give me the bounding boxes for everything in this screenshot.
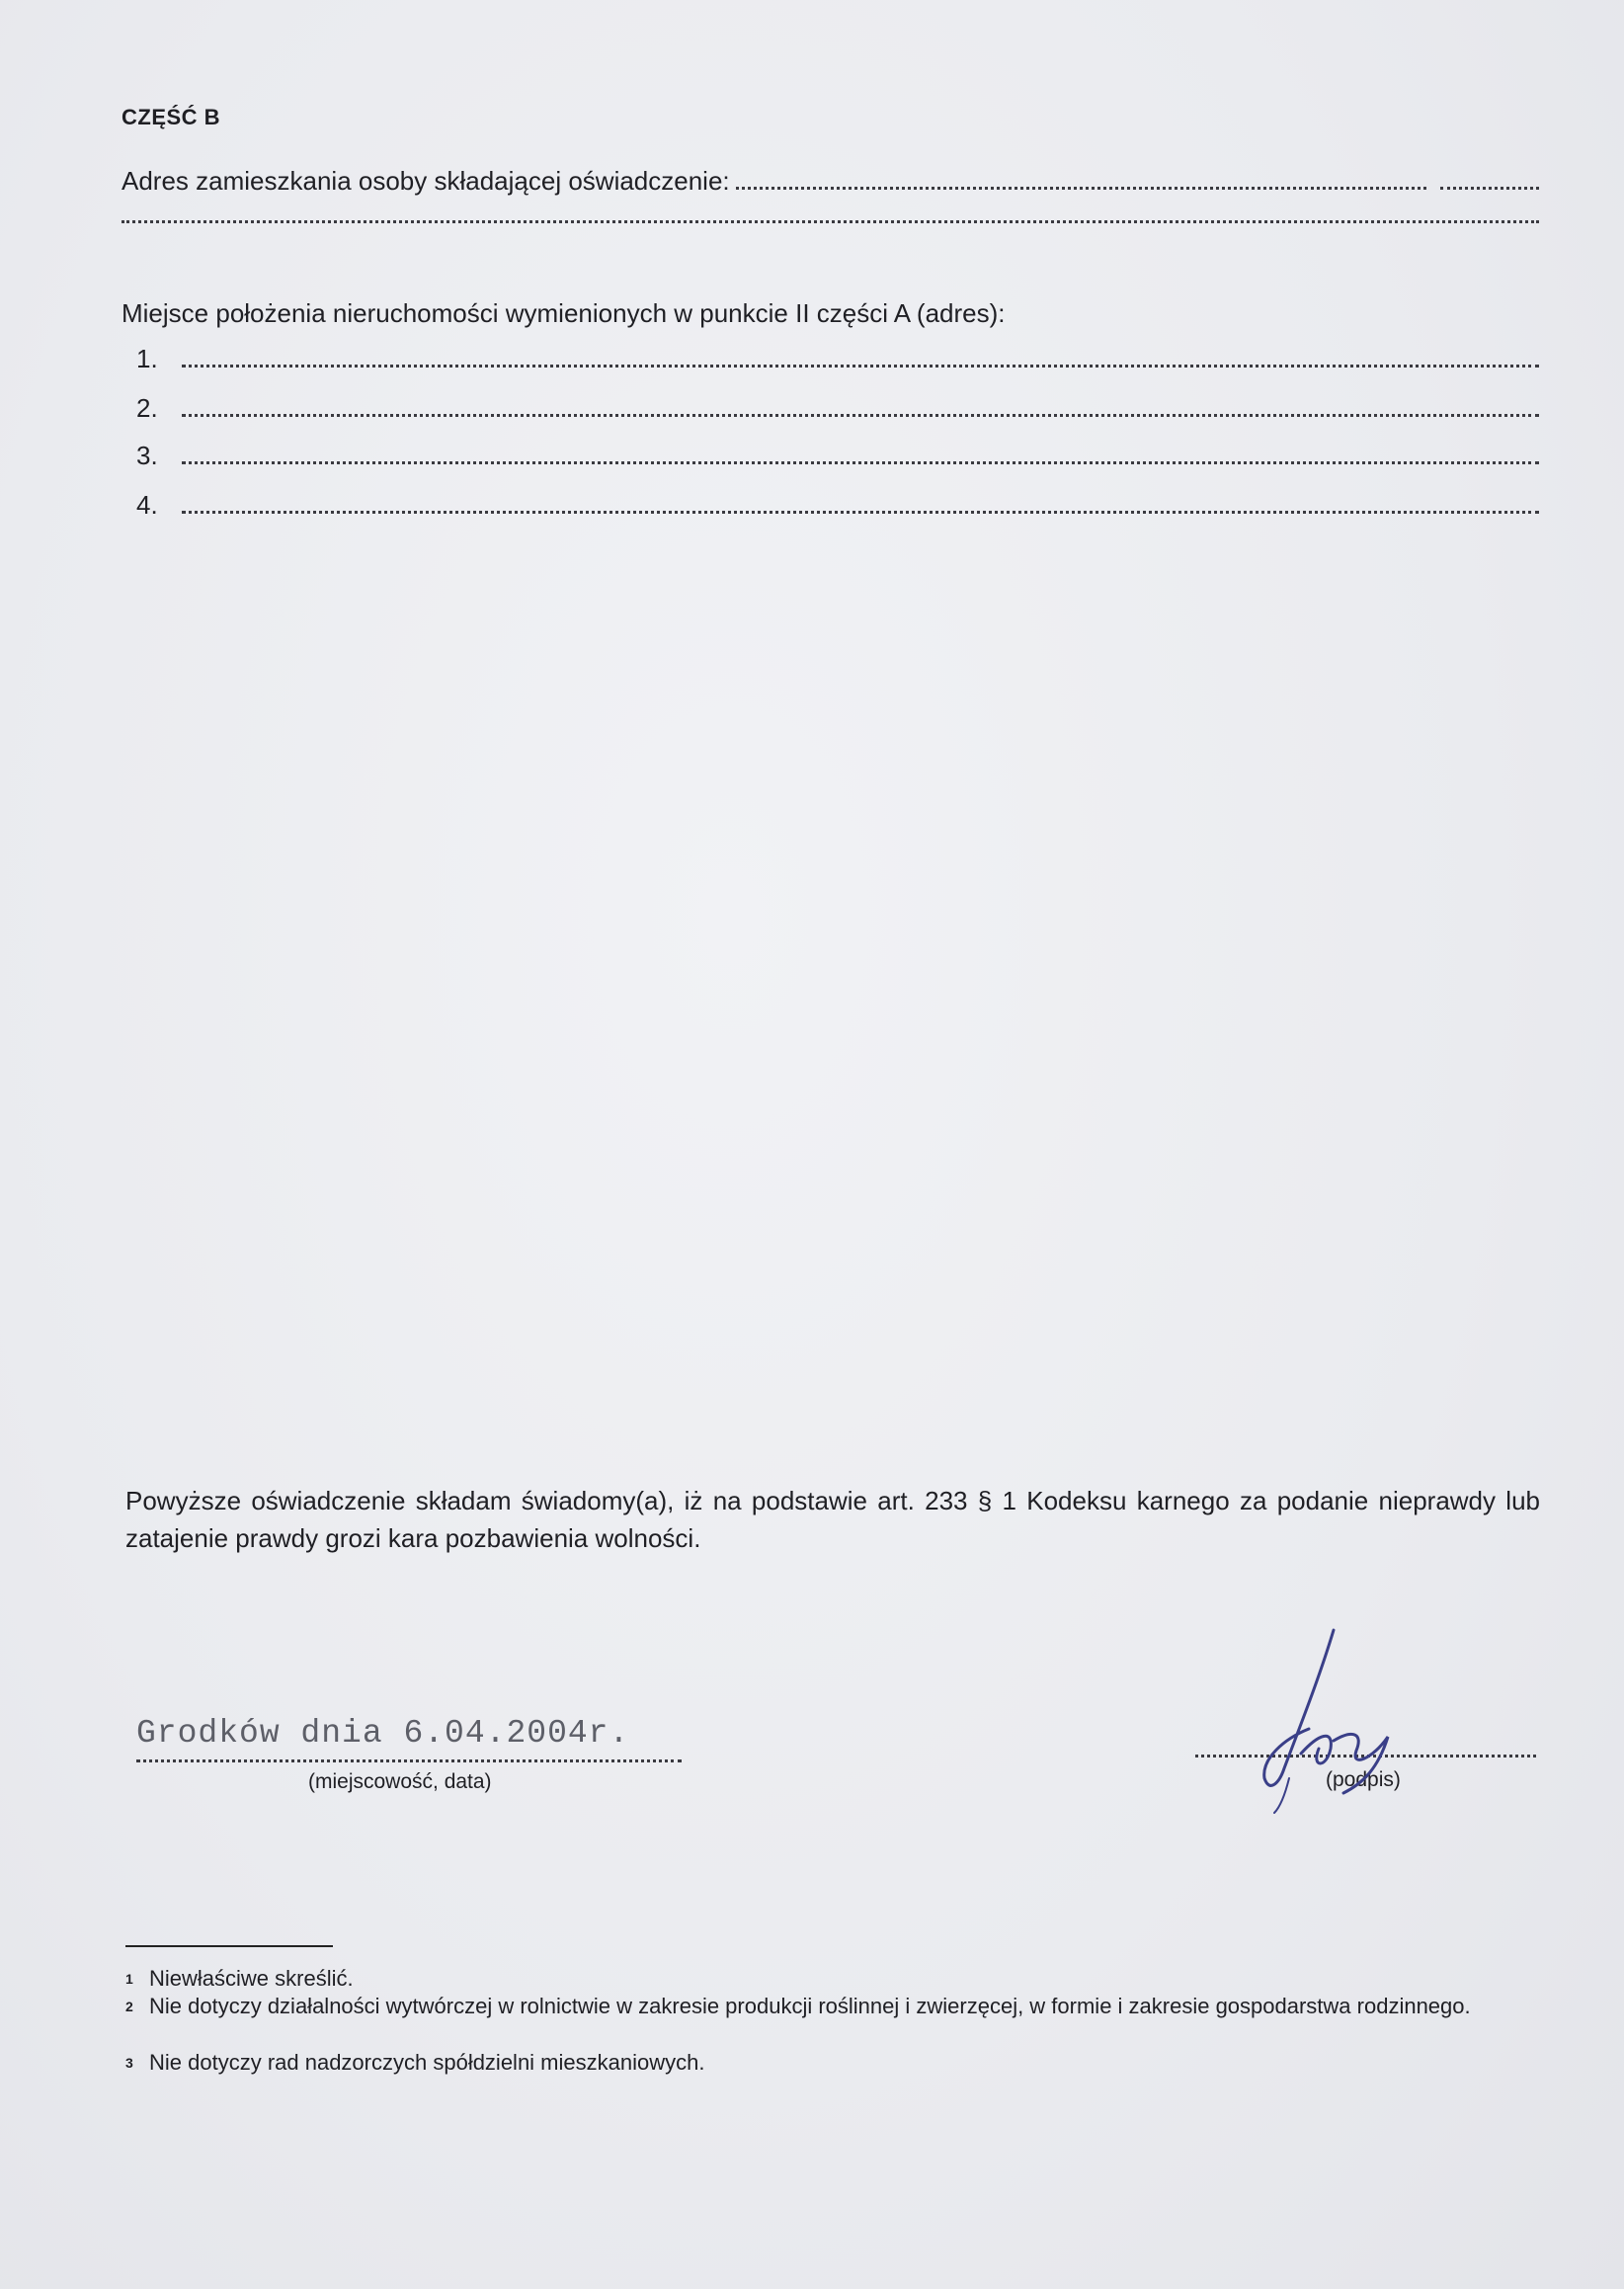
property-item-number: 4. [136,490,158,520]
place-date-value: Grodków dnia 6.04.2004r. [136,1715,630,1752]
signature-caption: (podpis) [1326,1768,1401,1791]
address-fill-dots [736,186,1426,190]
footnote-mark: 3 [125,2055,133,2071]
property-item-dots [182,510,1539,514]
footnote-mark: 2 [125,1999,133,2014]
property-item-number: 3. [136,441,158,470]
property-item-number: 2. [136,393,158,423]
section-heading: CZĘŚĆ B [122,105,221,129]
place-date-caption: (miejscowość, data) [308,1770,492,1793]
property-item [136,490,1539,520]
footnote-1 [125,1966,1542,1992]
property-heading-row [122,298,1539,328]
property-item-dots [182,364,1539,368]
property-item-dots [182,413,1539,417]
handwritten-signature [1240,1620,1418,1818]
property-item [136,441,1539,470]
footnote-2 [125,1994,1542,2019]
footnote-text: Niewłaściwe skreślić. [149,1966,354,1991]
property-item-number: 1. [136,344,158,373]
property-item-dots [182,460,1539,464]
address-fill-dots-2 [122,219,1539,223]
property-label: Miejsce położenia nieruchomości wymienionych w punkcie II części A (adres): [122,298,1006,328]
property-item [136,393,1539,423]
footnote-text: Nie dotyczy działalności wytwórczej w rolnictwie w zakresie produkcji roślinnej i zwierzęcej, w formie i zakresie gospodarstwa rodzinnego. [149,1994,1471,2018]
place-date-line [136,1759,682,1762]
property-item [136,344,1539,373]
address-fill-dots-short [1440,186,1539,190]
footnote-rule [125,1945,333,1947]
footnote-3 [125,2050,1542,2076]
address-line-1 [122,166,1539,196]
declaration-text: Powyższe oświadczenie składam świadomy(a), iż na podstawie art. 233 § 1 Kodeksu karnego za podanie nieprawdy lub zatajenie prawdy grozi kara pozbawienia wolności. [125,1486,1540,1553]
address-line-2 [122,219,1539,229]
footnote-text: Nie dotyczy rad nadzorczych spółdzielni mieszkaniowych. [149,2050,705,2075]
footnote-mark: 1 [125,1971,133,1987]
address-label: Adres zamieszkania osoby składającej oświadczenie: [122,166,730,196]
